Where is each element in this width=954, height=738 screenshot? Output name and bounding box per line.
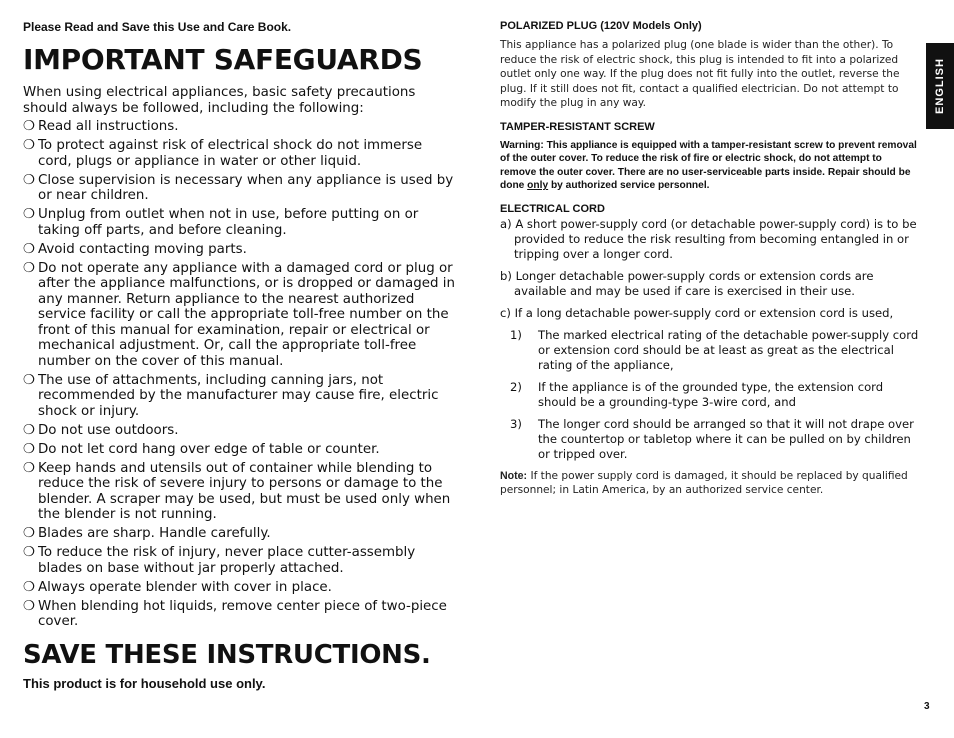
circle-bullet-icon: ❍ xyxy=(23,372,36,388)
circle-bullet-icon: ❍ xyxy=(23,526,36,541)
cord-subitem xyxy=(510,380,920,410)
list-item-text: Do not operate any appliance with a damaged cord or plug or after the appliance malfunctions, or is dropped or damaged in any manner. Return appliance to the nearest authorized service facility or call the appropriate toll-free number on the front of this manual for examination, repair or electrical or mechanical adjustment. Or, call the appropriate toll-free number on the cover of this manual. xyxy=(38,260,455,369)
circle-bullet-icon: ❍ xyxy=(23,207,36,222)
circle-bullet-icon: ❍ xyxy=(23,138,36,153)
save-instructions-heading: SAVE THESE INSTRUCTIONS. xyxy=(23,639,431,670)
list-item-text: Read all instructions. xyxy=(38,119,179,134)
list-item xyxy=(23,599,455,630)
list-item-text: Keep hands and utensils out of container while blending to reduce the risk of severe injury to persons or damage to the blender. A scraper may be used, but must be used only when the blender is not running. xyxy=(38,460,451,522)
warning-text-start: Warning: This appliance is equipped with a tamper-resistant screw to prevent removal of the outer cover. To reduce the risk of fire or electric shock, do not attempt to remove the outer cover. There are no user-serviceable parts inside. Repair should be done xyxy=(500,139,917,192)
cord-subitem xyxy=(510,417,920,462)
subitem-text: The longer cord should be arranged so that it will not drape over the countertop or tabletop where it can be pulled on by children or tripped over. xyxy=(538,416,914,461)
circle-bullet-icon: ❍ xyxy=(23,441,36,457)
circle-bullet-icon: ❍ xyxy=(23,422,36,438)
list-item xyxy=(23,138,455,169)
subitem-number: 1) xyxy=(510,327,522,342)
household-use-note: This product is for household use only. xyxy=(23,675,266,691)
circle-bullet-icon: ❍ xyxy=(23,241,36,257)
circle-bullet-icon: ❍ xyxy=(23,119,36,134)
cord-note xyxy=(500,469,920,497)
language-tab xyxy=(926,43,954,129)
language-tab-label: ENGLISH xyxy=(934,58,946,114)
kicker-text: Please Read and Save this Use and Care Book. xyxy=(23,20,292,34)
subitem-text: The marked electrical rating of the detachable power-supply cord or extension cord should be at least as great as the electrical rating of the appliance, xyxy=(538,327,919,372)
warning-text-end: by authorized service personnel. xyxy=(548,180,710,192)
circle-bullet-icon: ❍ xyxy=(23,598,36,614)
polarized-plug-heading: POLARIZED PLUG (120V Models Only) xyxy=(500,20,702,32)
circle-bullet-icon: ❍ xyxy=(23,172,36,188)
list-item xyxy=(23,461,455,523)
subitem-number: 2) xyxy=(510,379,522,394)
list-item-text: To protect against risk of electrical shock do not immerse cord, plugs or appliance in water or other liquid. xyxy=(38,138,423,169)
tamper-screw-warning xyxy=(500,139,920,193)
list-item-text: Unplug from outlet when not in use, before putting on or taking off parts, and before cleaning. xyxy=(38,207,419,238)
list-item xyxy=(23,261,455,370)
list-item-text: Do not let cord hang over edge of table or counter. xyxy=(38,441,380,457)
note-text: If the power supply cord is damaged, it should be replaced by qualified personnel; in Latin America, by an authorized service center. xyxy=(500,469,908,496)
list-item xyxy=(23,526,455,542)
warning-underlined-word: only xyxy=(527,180,549,192)
safeguards-list xyxy=(23,119,455,630)
circle-bullet-icon: ❍ xyxy=(23,260,36,276)
cord-item: c) If a long detachable power-supply cord or extension cord is used, xyxy=(500,305,894,320)
list-item-text: To reduce the risk of injury, never place cutter-assembly blades on base without jar properly attached. xyxy=(38,545,416,576)
subitem-number: 3) xyxy=(510,416,522,431)
list-item xyxy=(23,423,455,439)
list-item-text: Blades are sharp. Handle carefully. xyxy=(38,526,271,541)
electrical-cord-heading: ELECTRICAL CORD xyxy=(500,202,605,215)
cord-subitem xyxy=(510,328,920,373)
circle-bullet-icon: ❍ xyxy=(23,545,36,560)
list-item xyxy=(23,207,455,238)
intro-text: When using electrical appliances, basic safety precautions should always be followed, including the following: xyxy=(23,85,416,116)
list-item-text: Avoid contacting moving parts. xyxy=(38,241,247,257)
list-item xyxy=(23,242,455,258)
note-label: Note: xyxy=(500,469,528,482)
list-item-text: The use of attachments, including canning jars, not recommended by the manufacturer may cause fire, electric shock or injury. xyxy=(38,372,439,419)
right-column xyxy=(500,20,920,497)
list-item xyxy=(23,442,455,458)
list-item-text: When blending hot liquids, remove center piece of two-piece cover. xyxy=(38,598,447,629)
page-title: IMPORTANT SAFEGUARDS xyxy=(23,43,423,76)
list-item-text: Always operate blender with cover in place. xyxy=(38,579,332,595)
list-item xyxy=(23,173,455,204)
list-item-text: Close supervision is necessary when any appliance is used by or near children. xyxy=(38,172,454,203)
tamper-screw-heading: TAMPER-RESISTANT SCREW xyxy=(500,120,655,133)
polarized-plug-text: This appliance has a polarized plug (one blade is wider than the other). To reduce the risk of electric shock, this plug is intended to fit into a polarized outlet only one way. If the plug does not fit fully into the outlet, reverse the plug. If it still does not fit, contact a qualified electrician. Do not attempt to modify the plug in any way. xyxy=(500,39,900,110)
circle-bullet-icon: ❍ xyxy=(23,460,36,476)
list-item xyxy=(23,545,455,576)
circle-bullet-icon: ❍ xyxy=(23,579,36,595)
list-item-text: Do not use outdoors. xyxy=(38,422,179,438)
list-item xyxy=(23,119,455,135)
left-column xyxy=(23,20,455,691)
list-item xyxy=(23,580,455,596)
cord-item: b) Longer detachable power-supply cords or extension cords are available and may be used if care is exercised in their use. xyxy=(500,268,874,298)
cord-item: a) A short power-supply cord (or detachable power-supply cord) is to be provided to reduce the risk resulting from becoming entangled in or tripping over a longer cord. xyxy=(500,216,917,261)
list-item xyxy=(23,373,455,420)
subitem-text: If the appliance is of the grounded type, the extension cord should be a grounding-type 3-wire cord, and xyxy=(538,379,884,409)
page-number: 3 xyxy=(924,701,930,712)
